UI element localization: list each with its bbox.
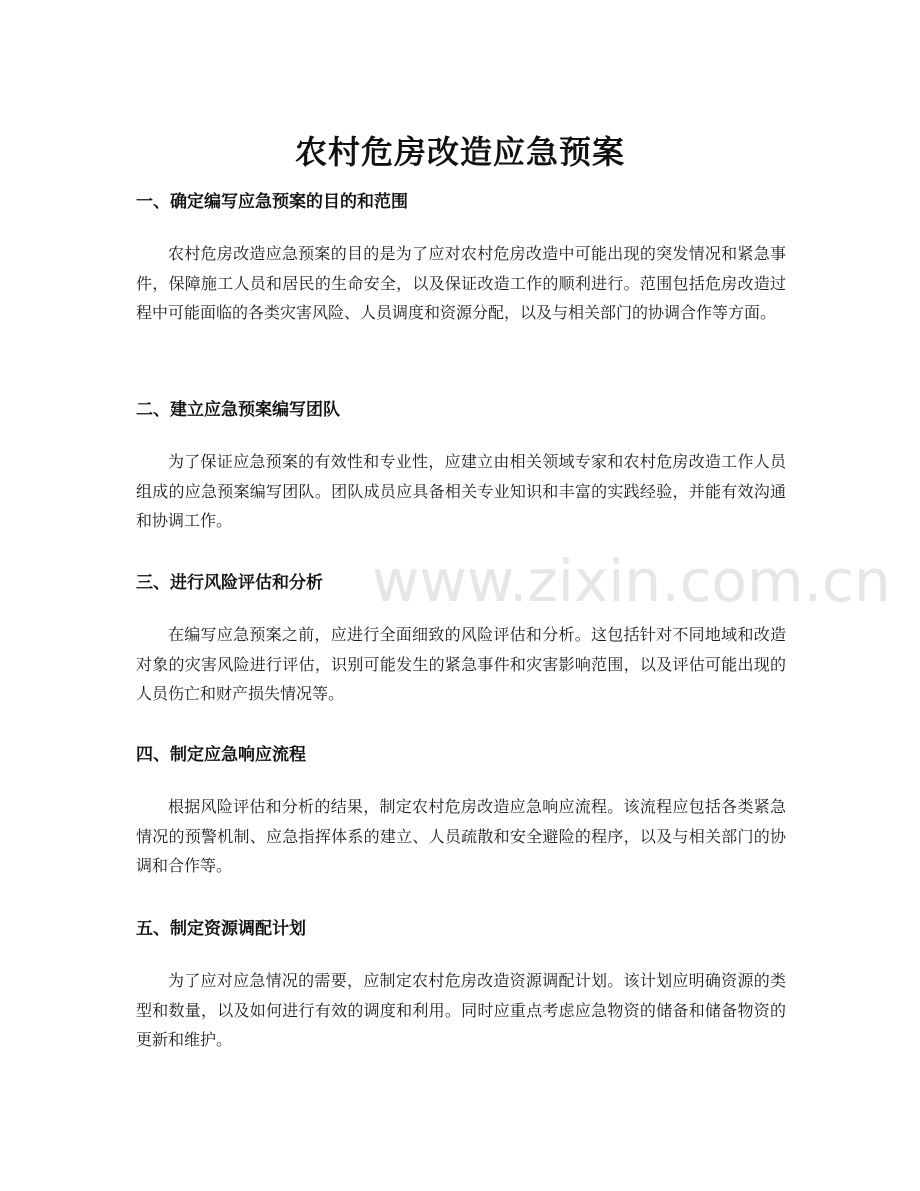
section-team (136, 397, 786, 536)
section-risk-assessment (136, 570, 786, 709)
section-purpose-scope (136, 189, 786, 328)
section-paragraph: 农村危房改造应急预案的目的是为了应对农村危房改造中可能出现的突发情况和紧急事件，保障施工人员和居民的生命安全，以及保证改造工作的顺利进行。范围包括危房改造过程中可能面临的各类灾害风险、人员调度和资源分配，以及与相关部门的协调合作等方面。 (136, 244, 786, 322)
section-paragraph: 为了保证应急预案的有效性和专业性，应建立由相关领域专家和农村危房改造工作人员组成的应急预案编写团队。团队成员应具备相关专业知识和丰富的实践经验，并能有效沟通和协调工作。 (136, 452, 786, 530)
section-heading: 一、确定编写应急预案的目的和范围 (136, 192, 408, 212)
watermark-text: www.zixin.com.cn (372, 547, 891, 615)
section-heading: 二、建立应急预案编写团队 (136, 400, 340, 420)
section-resource-plan (136, 916, 786, 1055)
section-paragraph: 根据风险评估和分析的结果，制定农村危房改造应急响应流程。该流程应包括各类紧急情况的预警机制、应急指挥体系的建立、人员疏散和安全避险的程序，以及与相关部门的协调和合作等。 (136, 797, 786, 875)
section-paragraph: 为了应对应急情况的需要，应制定农村危房改造资源调配计划。该计划应明确资源的类型和数量，以及如何进行有效的调度和利用。同时应重点考虑应急物资的储备和储备物资的更新和维护。 (136, 971, 786, 1049)
section-heading: 四、制定应急响应流程 (136, 745, 306, 765)
section-heading: 三、进行风险评估和分析 (136, 573, 323, 593)
section-paragraph: 在编写应急预案之前，应进行全面细致的风险评估和分析。这包括针对不同地域和改造对象的灾害风险进行评估，识别可能发生的紧急事件和灾害影响范围，以及评估可能出现的人员伤亡和财产损失情况等。 (136, 625, 786, 703)
document-title: 农村危房改造应急预案 (294, 133, 625, 172)
section-response-process (136, 742, 786, 881)
section-heading: 五、制定资源调配计划 (136, 919, 306, 939)
